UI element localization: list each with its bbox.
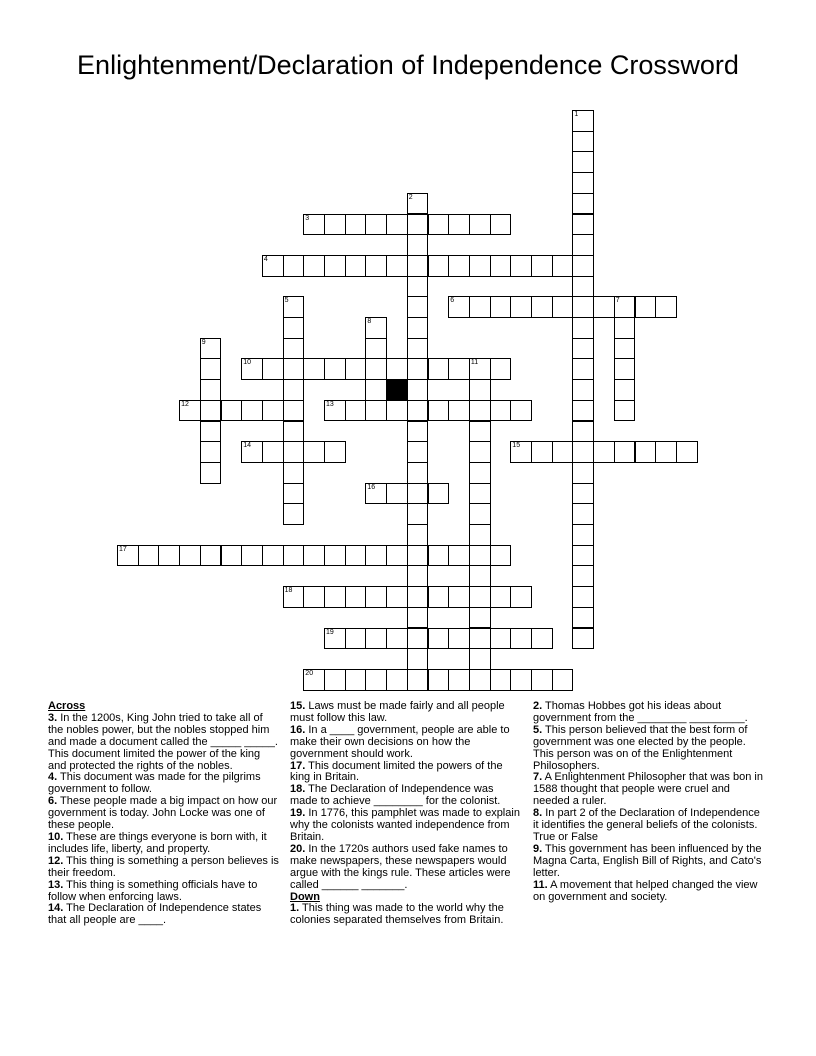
cell-number: 13 bbox=[326, 400, 334, 408]
grid-cell[interactable] bbox=[428, 628, 450, 650]
grid-cell[interactable] bbox=[283, 503, 305, 525]
grid-cell[interactable] bbox=[572, 338, 594, 360]
grid-cell[interactable] bbox=[428, 669, 450, 691]
clue-down bbox=[533, 880, 765, 904]
grid-cell[interactable] bbox=[614, 400, 636, 422]
grid-cell[interactable] bbox=[448, 628, 470, 650]
cell-number: 20 bbox=[305, 669, 314, 677]
grid-cell[interactable] bbox=[365, 255, 387, 277]
grid-cell[interactable] bbox=[510, 296, 532, 318]
grid-cell[interactable] bbox=[303, 586, 325, 608]
grid-cell[interactable] bbox=[407, 358, 429, 380]
cell-number: 6 bbox=[450, 297, 455, 305]
grid-cell[interactable] bbox=[365, 669, 387, 691]
grid-cell[interactable] bbox=[365, 214, 387, 236]
grid-cell[interactable] bbox=[448, 545, 470, 567]
grid-cell[interactable] bbox=[552, 669, 574, 691]
grid-cell[interactable] bbox=[241, 545, 263, 567]
clue-across bbox=[48, 796, 280, 832]
grid-cell[interactable] bbox=[428, 358, 450, 380]
grid-cell[interactable] bbox=[407, 214, 429, 236]
clue-text: This thing was made to the world why the colonies separated themselves from Britain. bbox=[290, 902, 504, 927]
grid-cell[interactable] bbox=[262, 358, 284, 380]
clue-text: This government has been influenced by the Magna Carta, English Bill of Rights, and Cato's letter. bbox=[533, 842, 762, 879]
grid-cell[interactable] bbox=[469, 421, 491, 443]
grid-cell[interactable] bbox=[386, 358, 408, 380]
grid-cell[interactable] bbox=[614, 317, 636, 339]
grid-cell[interactable] bbox=[490, 586, 512, 608]
grid-cell[interactable] bbox=[510, 441, 532, 463]
grid-cell[interactable] bbox=[345, 358, 367, 380]
grid-cell[interactable] bbox=[614, 296, 636, 318]
grid-cell[interactable] bbox=[490, 545, 512, 567]
cell-number: 11 bbox=[470, 359, 479, 367]
grid-cell[interactable] bbox=[200, 379, 222, 401]
grid-cell[interactable] bbox=[324, 545, 346, 567]
clue-down bbox=[533, 844, 765, 880]
clue-text: The Declaration of Independence states that all people are ____. bbox=[48, 902, 262, 927]
grid-cell[interactable] bbox=[614, 358, 636, 380]
cell-number: 3 bbox=[305, 214, 310, 222]
clue-text: This thing is something officials have to follow when enforcing laws. bbox=[48, 878, 258, 903]
grid-cell[interactable] bbox=[572, 524, 594, 546]
cell-number: 12 bbox=[181, 400, 189, 408]
grid-cell[interactable] bbox=[635, 296, 657, 318]
clue-across bbox=[290, 725, 522, 761]
grid-cell[interactable] bbox=[428, 214, 450, 236]
clue-text: A Enlightenment Philosopher that was bon in 1588 thought that people were cruel and needed a ruler. bbox=[533, 771, 763, 808]
grid-cell[interactable] bbox=[241, 400, 263, 422]
grid-cell[interactable] bbox=[469, 669, 491, 691]
clue-down bbox=[533, 701, 765, 725]
grid-cell[interactable] bbox=[407, 338, 429, 360]
grid-cell[interactable] bbox=[635, 441, 657, 463]
grid-cell[interactable] bbox=[614, 338, 636, 360]
grid-cell[interactable] bbox=[572, 379, 594, 401]
grid-cell[interactable] bbox=[572, 358, 594, 380]
grid-cell[interactable] bbox=[428, 400, 450, 422]
clue-text: A movement that helped changed the view on government and society. bbox=[533, 878, 758, 903]
grid-cell[interactable] bbox=[572, 441, 594, 463]
cell-number: 2 bbox=[408, 193, 413, 201]
clue-across bbox=[290, 844, 522, 892]
grid-cell[interactable] bbox=[572, 234, 594, 256]
grid-cell[interactable] bbox=[221, 400, 243, 422]
grid-cell[interactable] bbox=[262, 400, 284, 422]
clue-number: 1. bbox=[290, 902, 300, 915]
grid-cell[interactable] bbox=[365, 400, 387, 422]
grid-cell[interactable] bbox=[324, 358, 346, 380]
grid-cell[interactable] bbox=[552, 441, 574, 463]
grid-cell[interactable] bbox=[469, 648, 491, 670]
grid-cell[interactable] bbox=[614, 441, 636, 463]
grid-cell[interactable] bbox=[407, 607, 429, 629]
grid-cell[interactable] bbox=[407, 503, 429, 525]
clue-text: The Declaration of Independence was made to achieve ________ for the colonist. bbox=[290, 783, 501, 808]
cell-number: 16 bbox=[367, 483, 376, 491]
grid-cell[interactable] bbox=[386, 483, 408, 505]
grid-cell[interactable] bbox=[365, 358, 387, 380]
grid-cell[interactable] bbox=[572, 545, 594, 567]
grid-cell[interactable] bbox=[303, 358, 325, 380]
clue-text: These people made a big impact on how our government is today. John Locke was one of these people. bbox=[48, 795, 278, 832]
grid-cell[interactable] bbox=[386, 400, 408, 422]
page-title: Enlightenment/Declaration of Independence Crossword bbox=[77, 50, 739, 80]
grid-cell[interactable] bbox=[407, 296, 429, 318]
grid-cell[interactable] bbox=[510, 255, 532, 277]
grid-cell[interactable] bbox=[614, 379, 636, 401]
grid-cell[interactable] bbox=[407, 255, 429, 277]
clue-number: 6. bbox=[48, 795, 58, 808]
grid-cell[interactable] bbox=[365, 317, 387, 339]
grid-cell[interactable] bbox=[303, 255, 325, 277]
grid-cell[interactable] bbox=[572, 503, 594, 525]
grid-cell[interactable] bbox=[572, 586, 594, 608]
grid-cell[interactable] bbox=[407, 421, 429, 443]
grid-cell[interactable] bbox=[572, 607, 594, 629]
grid-cell[interactable] bbox=[200, 338, 222, 360]
grid-cell[interactable] bbox=[448, 400, 470, 422]
grid-cell[interactable] bbox=[655, 296, 677, 318]
clue-text: This document limited the powers of the king in Britain. bbox=[290, 759, 503, 784]
grid-cell[interactable] bbox=[283, 441, 305, 463]
clue-number: 9. bbox=[533, 842, 543, 855]
grid-cell[interactable] bbox=[510, 628, 532, 650]
grid-cell[interactable] bbox=[469, 400, 491, 422]
grid-cell[interactable] bbox=[386, 214, 408, 236]
grid-cell[interactable] bbox=[241, 441, 263, 463]
grid-cell[interactable] bbox=[469, 503, 491, 525]
grid-cell[interactable] bbox=[345, 400, 367, 422]
grid-cell[interactable] bbox=[531, 628, 553, 650]
grid-cell[interactable] bbox=[407, 648, 429, 670]
clue-number: 20. bbox=[290, 842, 306, 855]
grid-cell[interactable] bbox=[283, 379, 305, 401]
grid-cell[interactable] bbox=[283, 421, 305, 443]
grid-cell[interactable] bbox=[283, 358, 305, 380]
grid-cell[interactable] bbox=[469, 565, 491, 587]
cell-number: 17 bbox=[119, 545, 127, 553]
across-heading: Across bbox=[48, 700, 86, 712]
grid-cell[interactable] bbox=[572, 462, 594, 484]
grid-cell[interactable] bbox=[469, 358, 491, 380]
grid-cell[interactable] bbox=[386, 628, 408, 650]
grid-cell[interactable] bbox=[572, 193, 594, 215]
down-heading: Down bbox=[290, 890, 320, 903]
cell-number: 8 bbox=[367, 318, 372, 325]
grid-cell[interactable] bbox=[283, 255, 305, 277]
cell-number: 4 bbox=[263, 255, 268, 263]
clue-number: 16. bbox=[290, 723, 306, 736]
clue-text: This person believed that the best form of government was one elected by the people. This person was on of the Enlightenment Philosophers. bbox=[533, 723, 748, 772]
grid-cell[interactable] bbox=[428, 483, 450, 505]
grid-cell[interactable] bbox=[469, 462, 491, 484]
clue-number: 13. bbox=[48, 878, 64, 891]
grid-cell[interactable] bbox=[531, 669, 553, 691]
grid-cell[interactable] bbox=[345, 628, 367, 650]
grid-cell[interactable] bbox=[283, 338, 305, 360]
clue-text: In the 1200s, King John tried to take all of the nobles power, but the nobles stopped him and made a document called the _____ _____. This document limited the power of the king and protected the rights of the nobles. bbox=[48, 711, 278, 772]
grid-cell[interactable] bbox=[283, 483, 305, 505]
grid-cell[interactable] bbox=[345, 586, 367, 608]
grid-cell[interactable] bbox=[490, 296, 512, 318]
grid-cell[interactable] bbox=[283, 462, 305, 484]
grid-cell[interactable] bbox=[469, 524, 491, 546]
grid-cell[interactable] bbox=[469, 255, 491, 277]
grid-cell[interactable] bbox=[221, 545, 243, 567]
grid-cell[interactable] bbox=[490, 628, 512, 650]
grid-cell[interactable] bbox=[324, 400, 346, 422]
grid-cell[interactable] bbox=[448, 669, 470, 691]
grid-cell[interactable] bbox=[552, 255, 574, 277]
grid-cell[interactable] bbox=[490, 214, 512, 236]
grid-cell[interactable] bbox=[283, 400, 305, 422]
grid-cell[interactable] bbox=[283, 317, 305, 339]
grid-cell[interactable] bbox=[262, 441, 284, 463]
grid-cell[interactable] bbox=[262, 545, 284, 567]
grid-cell[interactable] bbox=[655, 441, 677, 463]
cell-number: 19 bbox=[326, 628, 334, 636]
grid-cell[interactable] bbox=[241, 358, 263, 380]
grid-cell[interactable] bbox=[386, 586, 408, 608]
clue-number: 11. bbox=[533, 878, 548, 891]
grid-cell[interactable] bbox=[572, 421, 594, 443]
grid-cell[interactable] bbox=[407, 379, 429, 401]
grid-cell[interactable] bbox=[365, 483, 387, 505]
clue-down bbox=[533, 772, 765, 808]
grid-cell[interactable] bbox=[510, 400, 532, 422]
clue-down bbox=[533, 808, 765, 844]
cell-number: 5 bbox=[284, 297, 289, 305]
grid-cell[interactable] bbox=[572, 131, 594, 153]
cell-number: 14 bbox=[243, 442, 251, 450]
grid-cell[interactable] bbox=[469, 607, 491, 629]
clue-number: 4. bbox=[48, 771, 58, 784]
grid-cell[interactable] bbox=[345, 545, 367, 567]
clue-column-1 bbox=[48, 701, 280, 927]
grid-cell[interactable] bbox=[324, 669, 346, 691]
clue-text: In part 2 of the Declaration of Independence it identifies the general beliefs of the colonists. True or False bbox=[533, 807, 760, 843]
clue-number: 15. bbox=[290, 700, 306, 712]
grid-cell[interactable] bbox=[676, 441, 698, 463]
grid-cell[interactable] bbox=[365, 379, 387, 401]
grid-cell[interactable] bbox=[469, 214, 491, 236]
grid-cell[interactable] bbox=[469, 296, 491, 318]
clue-number: 8. bbox=[533, 807, 543, 820]
grid-cell[interactable] bbox=[179, 400, 201, 422]
grid-cell[interactable] bbox=[365, 586, 387, 608]
cell-number: 15 bbox=[512, 442, 521, 450]
grid-cell[interactable] bbox=[407, 193, 429, 215]
grid-cell[interactable] bbox=[407, 586, 429, 608]
grid-cell[interactable] bbox=[428, 586, 450, 608]
grid-cell[interactable] bbox=[428, 545, 450, 567]
clue-number: 17. bbox=[290, 759, 306, 772]
clue-number: 10. bbox=[48, 830, 64, 843]
clue-text: This document was made for the pilgrims government to follow. bbox=[48, 771, 261, 796]
clue-text: Thomas Hobbes got his ideas about government from the ________ _________. bbox=[533, 700, 748, 724]
grid-cell[interactable] bbox=[428, 255, 450, 277]
grid-cell[interactable] bbox=[572, 628, 594, 650]
grid-cell[interactable] bbox=[572, 400, 594, 422]
grid-cell[interactable] bbox=[200, 462, 222, 484]
grid-cell[interactable] bbox=[407, 483, 429, 505]
clue-number: 7. bbox=[533, 771, 543, 784]
grid-cell[interactable] bbox=[407, 462, 429, 484]
grid-cell[interactable] bbox=[138, 545, 160, 567]
clue-across bbox=[290, 784, 522, 808]
grid-cell[interactable] bbox=[469, 483, 491, 505]
cell-number: 1 bbox=[574, 111, 579, 118]
clue-across bbox=[48, 880, 280, 904]
grid-cell[interactable] bbox=[345, 255, 367, 277]
grid-cell[interactable] bbox=[117, 545, 139, 567]
grid-cell[interactable] bbox=[407, 441, 429, 463]
grid-cell[interactable] bbox=[407, 628, 429, 650]
cell-number: 10 bbox=[243, 359, 251, 367]
clue-text: In 1776, this pamphlet was made to explain why the colonists wanted independence from Britain. bbox=[290, 807, 520, 843]
grid-cell[interactable] bbox=[303, 214, 325, 236]
grid-cell[interactable] bbox=[407, 276, 429, 298]
clue-text: In a ____ government, people are able to make their own decisions on how the government should work. bbox=[290, 723, 510, 760]
clue-text: In the 1720s authors used fake names to make newspapers, these newspapers would argue with the kings rule. These articles were called ______ _______. bbox=[290, 842, 511, 891]
grid-cell[interactable] bbox=[200, 400, 222, 422]
grid-cell[interactable] bbox=[200, 545, 222, 567]
clue-number: 5. bbox=[533, 723, 543, 736]
clue-across bbox=[290, 701, 522, 725]
clue-column-3 bbox=[533, 701, 765, 903]
grid-cell[interactable] bbox=[531, 255, 553, 277]
grid-cell[interactable] bbox=[490, 400, 512, 422]
grid-cell[interactable] bbox=[386, 255, 408, 277]
grid-cell[interactable] bbox=[365, 338, 387, 360]
grid-cell[interactable] bbox=[572, 276, 594, 298]
clue-column-2 bbox=[290, 701, 522, 927]
grid-cell[interactable] bbox=[345, 214, 367, 236]
grid-cell[interactable] bbox=[572, 255, 594, 277]
clue-across bbox=[48, 832, 280, 856]
cell-number: 9 bbox=[201, 338, 206, 346]
clue-number: 14. bbox=[48, 902, 64, 915]
grid-cell[interactable] bbox=[283, 296, 305, 318]
grid-cell[interactable] bbox=[531, 441, 553, 463]
grid-cell[interactable] bbox=[283, 586, 305, 608]
grid-cell[interactable] bbox=[510, 669, 532, 691]
grid-cell[interactable] bbox=[303, 669, 325, 691]
grid-cell[interactable] bbox=[407, 317, 429, 339]
clue-number: 2. bbox=[533, 700, 543, 712]
grid-cell[interactable] bbox=[262, 255, 284, 277]
clue-across bbox=[48, 772, 280, 796]
grid-cell[interactable] bbox=[407, 545, 429, 567]
clue-across bbox=[48, 856, 280, 880]
grid-cell[interactable] bbox=[365, 545, 387, 567]
grid-cell[interactable] bbox=[572, 110, 594, 132]
grid-cell[interactable] bbox=[490, 255, 512, 277]
clue-number: 3. bbox=[48, 711, 58, 724]
grid-cell[interactable] bbox=[158, 545, 180, 567]
grid-cell[interactable] bbox=[469, 441, 491, 463]
grid-cell[interactable] bbox=[469, 586, 491, 608]
grid-cell[interactable] bbox=[407, 234, 429, 256]
clue-number: 19. bbox=[290, 807, 306, 820]
grid-cell[interactable] bbox=[386, 545, 408, 567]
clue-down bbox=[290, 903, 522, 927]
grid-cell[interactable] bbox=[324, 628, 346, 650]
clue-across bbox=[48, 903, 280, 927]
grid-cell[interactable] bbox=[469, 628, 491, 650]
clue-down bbox=[533, 725, 765, 773]
grid-cell[interactable] bbox=[283, 545, 305, 567]
clue-text: This thing is something a person believes is their freedom. bbox=[48, 854, 279, 879]
grid-cell[interactable] bbox=[407, 669, 429, 691]
grid-cell[interactable] bbox=[572, 565, 594, 587]
grid-cell[interactable] bbox=[324, 441, 346, 463]
grid-cell[interactable] bbox=[324, 255, 346, 277]
cell-number: 18 bbox=[284, 587, 293, 595]
grid-cell[interactable] bbox=[469, 379, 491, 401]
grid-cell[interactable] bbox=[593, 296, 615, 318]
clue-across bbox=[290, 761, 522, 785]
grid-cell[interactable] bbox=[448, 358, 470, 380]
clue-across bbox=[290, 808, 522, 844]
grid-cell[interactable] bbox=[490, 358, 512, 380]
grid-cell[interactable] bbox=[572, 172, 594, 194]
grid-cell[interactable] bbox=[303, 441, 325, 463]
grid-cell[interactable] bbox=[407, 524, 429, 546]
clue-number: 12. bbox=[48, 854, 64, 867]
cell-number: 7 bbox=[615, 297, 620, 305]
grid-cell[interactable] bbox=[448, 296, 470, 318]
grid-cell[interactable] bbox=[303, 545, 325, 567]
grid-cell[interactable] bbox=[386, 669, 408, 691]
grid-cell[interactable] bbox=[407, 400, 429, 422]
grid-cell[interactable] bbox=[572, 483, 594, 505]
grid-cell[interactable] bbox=[510, 586, 532, 608]
grid-cell[interactable] bbox=[345, 669, 367, 691]
grid-cell[interactable] bbox=[531, 296, 553, 318]
grid-cell[interactable] bbox=[490, 669, 512, 691]
grid-cell[interactable] bbox=[469, 545, 491, 567]
grid-cell[interactable] bbox=[572, 151, 594, 173]
grid-cell[interactable] bbox=[593, 441, 615, 463]
grid-cell[interactable] bbox=[407, 565, 429, 587]
clue-across bbox=[48, 713, 280, 773]
clue-text: These are things everyone is born with, it includes life, liberty, and property. bbox=[48, 830, 267, 855]
grid-cell[interactable] bbox=[324, 586, 346, 608]
grid-cell[interactable] bbox=[200, 421, 222, 443]
grid-cell[interactable] bbox=[572, 214, 594, 236]
grid-cell[interactable] bbox=[448, 255, 470, 277]
grid-cell[interactable] bbox=[179, 545, 201, 567]
clue-text: Laws must be made fairly and all people must follow this law. bbox=[290, 700, 505, 724]
grid-cell[interactable] bbox=[365, 628, 387, 650]
grid-cell[interactable] bbox=[552, 296, 574, 318]
grid-cell[interactable] bbox=[200, 441, 222, 463]
grid-cell[interactable] bbox=[448, 586, 470, 608]
blocked-cell bbox=[386, 379, 408, 401]
grid-cell[interactable] bbox=[572, 317, 594, 339]
grid-cell[interactable] bbox=[448, 214, 470, 236]
clue-number: 18. bbox=[290, 783, 306, 796]
grid-cell[interactable] bbox=[200, 358, 222, 380]
grid-cell[interactable] bbox=[324, 214, 346, 236]
grid-cell[interactable] bbox=[572, 296, 594, 318]
